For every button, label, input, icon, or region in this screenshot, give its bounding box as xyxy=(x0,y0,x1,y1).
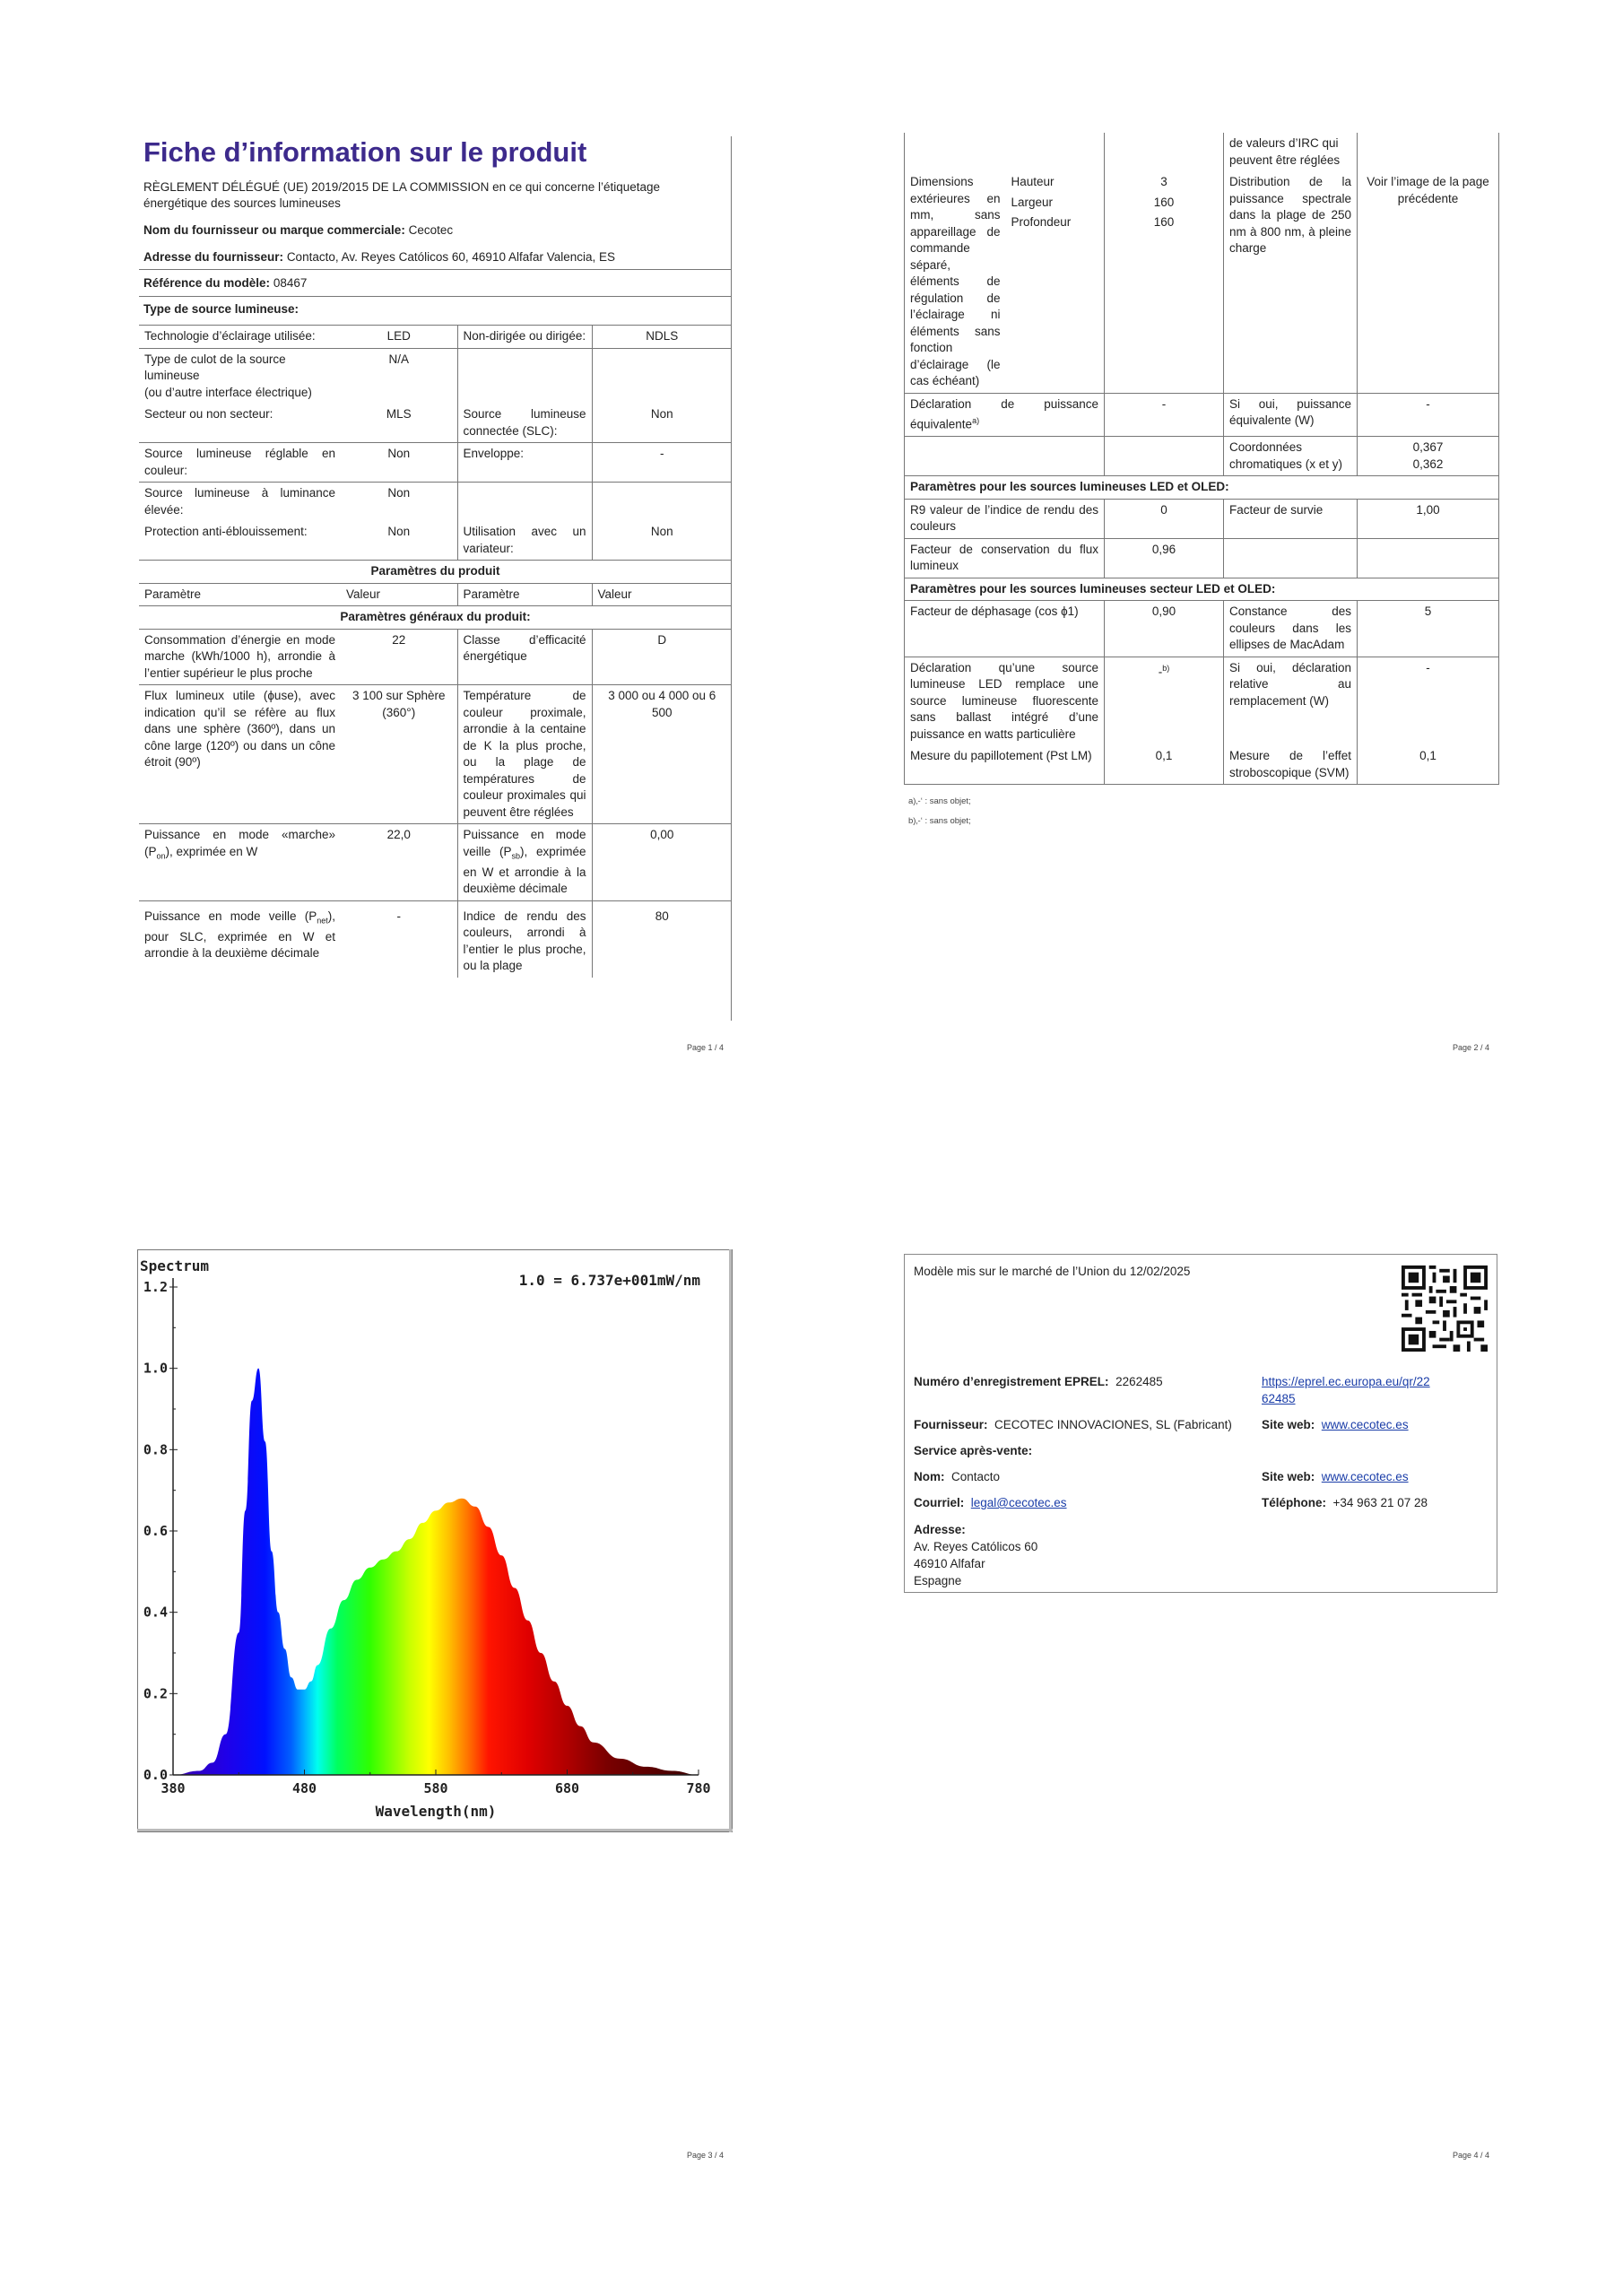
equiv-value: - xyxy=(1105,393,1224,437)
lumen-maint-label: Facteur de conservation du flux lumineux xyxy=(905,538,1105,578)
supplier-line xyxy=(143,222,453,239)
colour-tunable-value: Non xyxy=(341,443,457,483)
col-value-2: Valeur xyxy=(592,583,732,606)
directional-label: Non-dirigée ou dirigée: xyxy=(457,326,592,349)
mail-label: Courriel: xyxy=(914,1496,965,1509)
psb-sub: sb xyxy=(511,851,520,861)
y-tick-label-0.4: 0.4 xyxy=(143,1604,168,1621)
y-tick-label-0.8: 0.8 xyxy=(143,1441,168,1458)
phone-line xyxy=(1262,1494,1428,1511)
source-type-table xyxy=(139,325,732,978)
pon-value: 22,0 xyxy=(341,824,457,901)
web-label: Site web: xyxy=(1262,1418,1315,1431)
page-title: Fiche d’information sur le produit xyxy=(143,136,587,168)
web2-label: Site web: xyxy=(1262,1470,1315,1483)
energy-value: 22 xyxy=(341,629,457,685)
class-label: Classe d’efficacité énergétique xyxy=(457,629,592,685)
anti-glare-value: Non xyxy=(387,525,411,538)
eprel-line xyxy=(914,1373,1163,1390)
replace-sup: b) xyxy=(1162,663,1170,673)
pnet-sub: net xyxy=(317,916,328,926)
supplier-label: Fournisseur: xyxy=(914,1418,988,1431)
x-tick-label-680: 680 xyxy=(554,1780,580,1796)
dim-values xyxy=(1105,171,1224,393)
page-number-3: Page 3 / 4 xyxy=(687,2151,725,2160)
name-value: Contacto xyxy=(951,1470,1001,1483)
chroma-y: 0,362 xyxy=(1412,457,1444,471)
flicker-label: Mesure du papillotement (Pst LM) xyxy=(905,745,1105,785)
psb-label-b: ), exprimée en W et arrondie à la deuxième décimale xyxy=(463,844,586,896)
y-tick-label-0.6: 0.6 xyxy=(143,1523,168,1539)
chroma-values xyxy=(1358,437,1499,476)
eprel-link-1[interactable]: https://eprel.ec.europa.eu/qr/22 xyxy=(1262,1375,1430,1388)
x-tick-label-780: 780 xyxy=(686,1780,711,1796)
pnet-label xyxy=(139,900,341,978)
pon-label xyxy=(139,824,341,901)
high-lum-label: Source lumineuse à luminance élevée: xyxy=(139,483,341,522)
survival-value: 1,00 xyxy=(1358,499,1499,538)
chart-title: Spectrum xyxy=(140,1257,210,1274)
x-axis-label: Wavelength(nm) xyxy=(375,1803,497,1820)
y-tick-label-1.0: 1.0 xyxy=(143,1360,168,1377)
equiv-label-text: Déclaration de puissance équivalente xyxy=(910,396,1098,431)
name-line xyxy=(914,1468,1000,1485)
cri-cont: de valeurs d’IRC qui peuvent être réglées xyxy=(1224,133,1358,171)
web2-link[interactable]: www.cecotec.es xyxy=(1321,1470,1409,1483)
phone-value: +34 963 21 07 28 xyxy=(1332,1496,1428,1509)
eprel-link-2[interactable]: 62485 xyxy=(1262,1392,1296,1405)
mains-label: Secteur ou non secteur: xyxy=(144,407,273,421)
col-value-1: Valeur xyxy=(341,583,457,606)
slc-label: Source lumineuse connectée (SLC): xyxy=(457,404,592,443)
led-header: Paramètres pour les sources lumineuses LED et OLED: xyxy=(905,476,1499,500)
energy-label: Consommation d’énergie en mode marche (kWh/1000 h), arrondie à l’entier supérieur le plus proche xyxy=(139,629,341,685)
address-line xyxy=(143,249,615,265)
pon-label-a: Puissance en mode «marche» (P xyxy=(144,828,335,858)
chart-annotation: 1.0 = 6.737e+001mW/nm xyxy=(518,1272,700,1289)
high-lum-value: Non xyxy=(341,483,457,522)
mains-header: Paramètres pour les sources lumineuses secteur LED et OLED: xyxy=(905,578,1499,601)
lumen-maint-value: 0,96 xyxy=(1105,538,1224,578)
mail-line xyxy=(914,1494,1067,1511)
replace-value xyxy=(1105,657,1224,745)
psb-value: 0,00 xyxy=(592,824,732,901)
width-label: Largeur xyxy=(1011,195,1054,209)
survival-label: Facteur de survie xyxy=(1224,499,1358,538)
dimmable-value: Non xyxy=(592,521,732,561)
equiv-w-label: Si oui, puissance équivalente (W) xyxy=(1224,393,1358,437)
supplier-value: Cecotec xyxy=(408,223,454,237)
addr-label: Adresse: xyxy=(914,1523,966,1536)
supplier-line xyxy=(914,1416,1232,1433)
spectral-value: Voir l’image de la page précédente xyxy=(1358,171,1499,393)
market-date: Modèle mis sur le marché de l’Union du 12/02/2025 xyxy=(914,1265,1191,1278)
x-tick-label-580: 580 xyxy=(423,1780,448,1796)
flux-label: Flux lumineux utile (ϕuse), avec indication qu’il se réfère au flux dans une sphère (360º), dans un cône large (120º) ou dans un cône étroit (90º) xyxy=(139,685,341,824)
phase-value: 0,90 xyxy=(1105,601,1224,657)
spectral-label: Distribution de la puissance spectrale dans la plage de 250 nm à 800 nm, à pleine charge xyxy=(1224,171,1358,393)
cri-label: Indice de rendu des couleurs, arrondi à l’entier le plus proche, ou la plage xyxy=(457,900,592,978)
web-line xyxy=(1262,1416,1409,1433)
psb-label-a: Puissance en mode veille (P xyxy=(463,828,586,858)
pon-label-b: ), exprimée en W xyxy=(165,844,258,858)
page-number-2: Page 2 / 4 xyxy=(1453,1043,1490,1052)
directional-value: NDLS xyxy=(592,326,732,349)
psb-label xyxy=(457,824,592,901)
dimmable-label: Utilisation avec un variateur: xyxy=(457,521,592,561)
footnote-b: b)‚-‘ : sans objet; xyxy=(908,816,971,826)
addr-line-2: 46910 Alfafar xyxy=(914,1557,985,1570)
chroma-label: Coordonnées chromatiques (x et y) xyxy=(1224,437,1358,476)
model-label: Référence du modèle: xyxy=(143,276,271,290)
cap-value: N/A xyxy=(341,348,457,404)
regulation-text: RÈGLEMENT DÉLÉGUÉ (UE) 2019/2015 DE LA COMMISSION en ce qui concerne l’étiquetage énergétique des sources lumineuses xyxy=(143,180,661,210)
name-label: Nom: xyxy=(914,1470,945,1483)
after-sales-label: Service après-vente: xyxy=(914,1444,1033,1457)
pon-sub: on xyxy=(156,851,166,861)
cap-label-2: (ou d’autre interface électrique) xyxy=(144,385,312,399)
model-line xyxy=(143,275,307,291)
eprel-link[interactable] xyxy=(1262,1373,1430,1407)
page-number-1: Page 1 / 4 xyxy=(687,1043,725,1052)
equiv-w-value: - xyxy=(1358,393,1499,437)
equiv-label xyxy=(905,393,1105,437)
r9-label: R9 valeur de l’indice de rendu des couleurs xyxy=(905,499,1105,538)
web-link[interactable]: www.cecotec.es xyxy=(1321,1418,1409,1431)
replace-value-text: - xyxy=(1158,665,1163,678)
replace-w-value: - xyxy=(1358,657,1499,745)
width-value: 160 xyxy=(1153,195,1175,209)
col-param-1: Paramètre xyxy=(139,583,341,606)
macadam-value: 5 xyxy=(1358,601,1499,657)
replace-w-label: Si oui, déclaration relative au remplacement (W) xyxy=(1224,657,1358,745)
dim-names xyxy=(1006,171,1105,393)
cri-value: 80 xyxy=(592,900,732,978)
y-tick-label-0.2: 0.2 xyxy=(143,1685,168,1702)
eprel-value: 2262485 xyxy=(1115,1375,1163,1388)
flux-value: 3 100 sur Sphère (360°) xyxy=(341,685,457,824)
addr-line-3: Espagne xyxy=(914,1574,962,1587)
chroma-x: 0,367 xyxy=(1412,440,1444,454)
height-label: Hauteur xyxy=(1011,175,1055,188)
pnet-label-a: Puissance en mode veille (P xyxy=(144,909,317,923)
model-value: 08467 xyxy=(273,276,308,290)
dim-label: Dimensions extérieures en mm, sans appareillage de commande séparé, éléments de régulation de l’éclairage ni éléments sans fonction d’éclairage (le cas échéant) xyxy=(905,171,1006,393)
x-tick-label-380: 380 xyxy=(161,1780,186,1796)
footnote-a: a)‚-‘ : sans objet; xyxy=(908,796,971,806)
cct-label: Température de couleur proximale, arrondie à la centaine de K la plus proche, ou la plage de températures de couleur proximales qui peuvent être réglées xyxy=(457,685,592,824)
height-value: 3 xyxy=(1160,175,1167,188)
supplier-label: Nom du fournisseur ou marque commerciale: xyxy=(143,223,405,237)
supplier-value: CECOTEC INNOVACIONES, SL (Fabricant) xyxy=(994,1418,1232,1431)
page-number-4: Page 4 / 4 xyxy=(1453,2151,1490,2160)
y-tick-label-0.0: 0.0 xyxy=(143,1767,168,1783)
tech-value: LED xyxy=(341,326,457,349)
col-param-2: Paramètre xyxy=(457,583,592,606)
general-header: Paramètres généraux du produit: xyxy=(139,606,732,630)
cct-value: 3 000 ou 4 000 ou 6 500 xyxy=(592,685,732,824)
mail-link[interactable]: legal@cecotec.es xyxy=(970,1496,1067,1509)
anti-glare-label: Protection anti-éblouissement: xyxy=(144,525,308,538)
phone-label: Téléphone: xyxy=(1262,1496,1327,1509)
depth-value: 160 xyxy=(1153,215,1175,229)
cap-label-1: Type de culot de la source lumineuse xyxy=(144,352,286,382)
r9-value: 0 xyxy=(1105,499,1224,538)
eprel-label: Numéro d’enregistrement EPREL: xyxy=(914,1375,1109,1388)
envelope-label: Enveloppe: xyxy=(457,443,592,483)
address-block xyxy=(914,1521,1037,1589)
replace-label: Déclaration qu’une source lumineuse LED remplace une source lumineuse fluorescente sans ballast intégré d’une puissance en watts particulière xyxy=(905,657,1105,745)
pnet-value: - xyxy=(341,900,457,978)
mains-value: MLS xyxy=(386,407,412,421)
colour-tunable-label: Source lumineuse réglable en couleur: xyxy=(139,443,341,483)
qr-code-icon xyxy=(1402,1265,1488,1352)
web2-line xyxy=(1262,1468,1409,1485)
svm-value: 0,1 xyxy=(1358,745,1499,785)
pnet-label-b: ), pour SLC, exprimée en W et arrondie à la deuxième décimale xyxy=(144,909,335,961)
envelope-value: - xyxy=(592,443,732,483)
depth-label: Profondeur xyxy=(1011,215,1072,229)
slc-value: Non xyxy=(592,404,732,443)
x-tick-label-480: 480 xyxy=(291,1780,317,1796)
phase-label: Facteur de déphasage (cos ϕ1) xyxy=(905,601,1105,657)
y-tick-label-1.2: 1.2 xyxy=(143,1279,168,1295)
page2-table xyxy=(904,133,1499,785)
spectrum-chart xyxy=(137,1249,733,1832)
cap-label xyxy=(139,348,341,404)
addr-line-1: Av. Reyes Católicos 60 xyxy=(914,1540,1038,1553)
address-label: Adresse du fournisseur: xyxy=(143,250,284,264)
tech-label: Technologie d’éclairage utilisée: xyxy=(139,326,341,349)
address-value: Contacto, Av. Reyes Católicos 60, 46910 Alfafar Valencia, ES xyxy=(286,250,616,264)
params-header: Paramètres du produit xyxy=(139,561,732,584)
flicker-value: 0,1 xyxy=(1105,745,1224,785)
svm-label: Mesure de l’effet stroboscopique (SVM) xyxy=(1224,745,1358,785)
source-type-header: Type de source lumineuse: xyxy=(143,302,299,316)
manufacturer-info-box xyxy=(904,1254,1497,1593)
class-value: D xyxy=(592,629,732,685)
equiv-sup: a) xyxy=(972,416,980,425)
macadam-label: Constance des couleurs dans les ellipses de MacAdam xyxy=(1224,601,1358,657)
